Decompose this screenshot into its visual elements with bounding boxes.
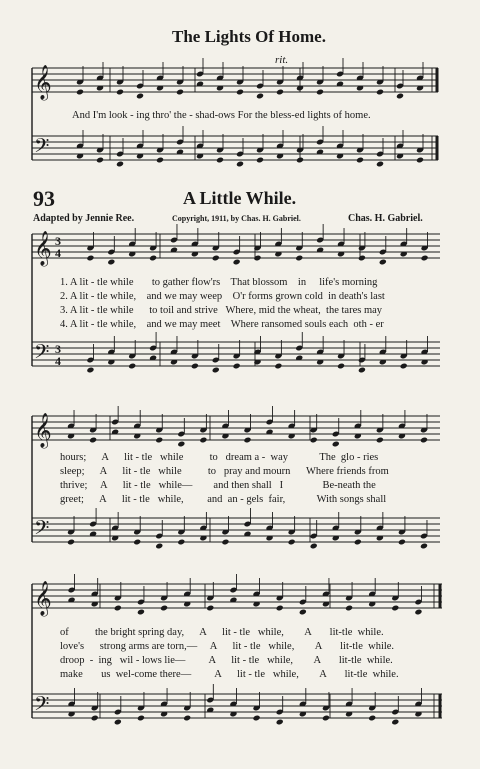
note-head: [345, 605, 353, 612]
note-head: [216, 157, 224, 164]
verse-line: droop - ing wil - lows lie— A lit - tle while, A lit-tle while.: [60, 655, 393, 666]
note-head: [221, 539, 229, 546]
composer: Chas. H. Gabriel.: [348, 213, 423, 224]
note-head: [183, 715, 191, 722]
ritardando-marking: rit.: [275, 54, 289, 66]
note-head: [67, 539, 75, 546]
note-head: [322, 715, 330, 722]
note-head: [332, 441, 340, 448]
note-head: [233, 259, 241, 266]
note-head: [155, 437, 163, 444]
note-head: [137, 609, 145, 616]
staff-bass-1: [32, 136, 438, 160]
note-head: [236, 89, 244, 96]
verse-line: 3. A lit - tle while to toil and strive Where, mid the wheat, the tares may: [60, 305, 383, 316]
note-head: [114, 719, 122, 726]
note-head: [310, 543, 318, 550]
note-head: [400, 363, 408, 370]
note-head: [358, 255, 366, 262]
section-title: The Lights Of Home.: [172, 27, 326, 46]
note-head: [155, 543, 163, 550]
note-head: [96, 157, 104, 164]
note-head: [391, 605, 399, 612]
note-head: [253, 715, 261, 722]
bass-clef-icon: 𝄢: [34, 134, 50, 162]
note-head: [191, 363, 199, 370]
verse-line: thrive; A lit - tle while— and then shall I Be-neath the: [60, 480, 376, 491]
note-head: [199, 437, 207, 444]
note-head: [276, 719, 284, 726]
note-head: [376, 161, 384, 168]
note-head: [337, 363, 345, 370]
note-head: [310, 437, 318, 444]
verse-line: 4. A lit - tle while, and we may meet Where ransomed souls each oth - er: [60, 319, 384, 330]
note-head: [233, 363, 241, 370]
note-head: [76, 89, 84, 96]
note-head: [420, 543, 428, 550]
note-head: [86, 255, 94, 262]
svg-text:4: 4: [55, 246, 61, 260]
note-head: [356, 157, 364, 164]
svg-text:3: 3: [55, 234, 61, 248]
treble-clef-icon: 𝄞: [34, 65, 52, 100]
note-head: [288, 539, 296, 546]
hymn-title: A Little While.: [183, 188, 297, 208]
note-head: [116, 161, 124, 168]
note-head: [89, 437, 97, 444]
svg-text:𝄞: 𝄞: [34, 581, 52, 616]
note-head: [379, 259, 387, 266]
note-head: [177, 539, 185, 546]
note-head: [316, 89, 324, 96]
note-head: [358, 367, 366, 374]
note-head: [276, 89, 284, 96]
note-head: [86, 367, 94, 374]
note-head: [136, 93, 144, 100]
svg-text:𝄢: 𝄢: [34, 516, 50, 544]
svg-text:𝄞: 𝄞: [34, 413, 52, 448]
adapted-by: Adapted by Jennie Ree.: [33, 213, 135, 224]
note-head: [206, 605, 214, 612]
svg-text:4: 4: [55, 354, 61, 368]
note-head: [299, 609, 307, 616]
verse-line: 2. A lit - tle while, and we may weep O'r forms grown cold in death's last: [60, 291, 385, 302]
note-head: [416, 157, 424, 164]
note-head: [160, 605, 168, 612]
note-head: [256, 157, 264, 164]
note-head: [376, 89, 384, 96]
note-head: [274, 363, 282, 370]
note-head: [133, 539, 141, 546]
verse-line: greet; A lit - tle while, and an - gels fair, With songs shall: [60, 494, 387, 505]
verse-line: love's strong arms are torn,— A lit - tle while, A lit-tle while.: [60, 641, 395, 652]
note-head: [116, 89, 124, 96]
note-head: [114, 605, 122, 612]
note-head: [276, 605, 284, 612]
note-head: [421, 255, 429, 262]
svg-text:3: 3: [55, 342, 61, 356]
note-head: [212, 367, 220, 374]
note-head: [368, 715, 376, 722]
svg-text:𝄢: 𝄢: [34, 340, 50, 368]
staff-treble-1: [32, 68, 438, 92]
verse-line: hours; A lit - tle while to dream a - way The glo - ries: [60, 452, 379, 463]
note-head: [354, 539, 362, 546]
note-head: [396, 93, 404, 100]
copyright: Copyright, 1911, by Chas. H. Gabriel.: [172, 214, 301, 223]
svg-text:𝄢: 𝄢: [34, 692, 50, 720]
hymn-number: 93: [33, 186, 55, 211]
verse-line: make us wel-come there— A lit - tle while, A lit-tle while.: [60, 669, 399, 680]
note-head: [91, 715, 99, 722]
note-head: [391, 719, 399, 726]
note-head: [414, 609, 422, 616]
note-head: [398, 539, 406, 546]
note-head: [376, 437, 384, 444]
verse-line: of the bright spring day, A lit - tle while, A lit-tle while.: [60, 627, 384, 638]
note-head: [295, 255, 303, 262]
note-head: [296, 157, 304, 164]
note-head: [149, 255, 157, 262]
note-head: [176, 89, 184, 96]
section1-lyric: And I'm look - ing thro' the - shad-ows For the bless-ed lights of home.: [72, 110, 371, 121]
note-head: [256, 93, 264, 100]
note-head: [420, 437, 428, 444]
verse-line: sleep; A lit - tle while to pray and mourn Where friends from: [60, 466, 389, 477]
verse-line: 1. A lit - tle while to gather flow'rs That blossom in life's morning: [60, 277, 378, 288]
note-head: [243, 437, 251, 444]
note-head: [177, 441, 185, 448]
note-head: [156, 157, 164, 164]
svg-text:𝄞: 𝄞: [34, 231, 52, 266]
note-head: [128, 363, 136, 370]
note-head: [212, 255, 220, 262]
note-head: [137, 715, 145, 722]
note-head: [107, 259, 115, 266]
note-head: [236, 161, 244, 168]
